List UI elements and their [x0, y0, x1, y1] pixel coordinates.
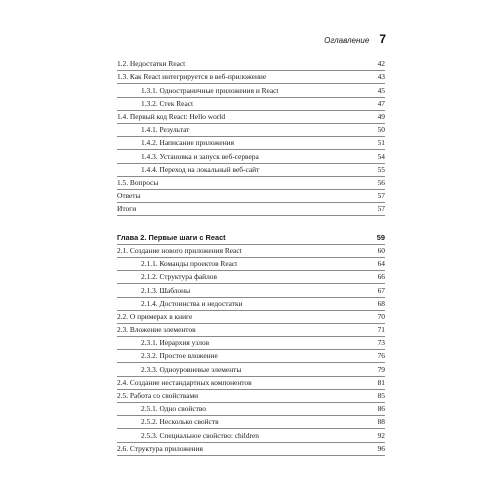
toc-entry-page: 70 — [377, 311, 385, 321]
toc-entry-page: 51 — [377, 138, 385, 148]
toc-entry — [117, 350, 385, 363]
toc-entry-title: 2.1.4. Достоинства и недостатки — [141, 298, 243, 308]
toc-entry-title: 2.6. Структура приложения — [117, 443, 203, 453]
toc-entry-title: 1.4.2. Написание приложения — [141, 138, 234, 148]
toc-entry — [117, 124, 385, 137]
toc-entry-title: 2.3.1. Иерархия узлов — [141, 338, 210, 348]
toc-entry-title: 2.5.3. Специальное свойство: children — [141, 430, 259, 440]
toc-entry-page: 57 — [377, 191, 385, 201]
toc-entry — [117, 311, 385, 324]
toc-entry-page: 79 — [377, 364, 385, 374]
toc-entry-title: 1.3.2. Стек React — [141, 98, 194, 108]
toc-entry-page: 56 — [377, 177, 385, 187]
toc-entry-title: 2.5.2. Несколько свойств — [141, 417, 219, 427]
toc-entry-page: 67 — [377, 285, 385, 295]
toc-entry-title: 1.4. Первый код React: Hello world — [117, 111, 226, 121]
page-number: 7 — [379, 32, 386, 46]
toc-entry — [117, 429, 385, 442]
toc-entry-page: 71 — [377, 325, 385, 335]
toc-entry-page: 49 — [377, 111, 385, 121]
toc-entry — [117, 245, 385, 258]
toc-entry — [117, 71, 385, 84]
toc-entry — [117, 298, 385, 311]
toc-entry — [117, 150, 385, 163]
toc-entry-page: 68 — [377, 298, 385, 308]
toc-entry-page: 42 — [377, 59, 385, 69]
toc-entry — [117, 111, 385, 124]
toc-entry-title: 1.3.1. Одностраничные приложения и React — [141, 85, 279, 95]
toc-entry-title: 2.2. О примерах в книге — [117, 311, 193, 321]
toc-entry — [117, 271, 385, 284]
toc-entry-title: Итоги — [117, 204, 137, 214]
toc-entry-title: 2.4. Создание нестандартных компонентов — [117, 377, 252, 387]
toc-entry-title: 2.1.1. Команды проектов React — [141, 259, 238, 269]
toc-entry-page: 47 — [377, 98, 385, 108]
running-head-title: Оглавление — [324, 36, 370, 45]
toc-entry — [117, 190, 385, 203]
toc-entry-title: 2.1. Создание нового приложения React — [117, 245, 242, 255]
toc-entry — [117, 390, 385, 403]
toc-entry-page: 43 — [377, 72, 385, 82]
toc-chapter-heading — [117, 224, 385, 245]
toc-entry-page: 73 — [377, 338, 385, 348]
toc-entry-title: 1.3. Как React интегрируется в веб-приложение — [117, 72, 267, 82]
toc-entry — [117, 258, 385, 271]
toc-entry — [117, 377, 385, 390]
toc-entry-page: 57 — [377, 204, 385, 214]
toc-entry — [117, 177, 385, 190]
toc-entry-page: 81 — [377, 377, 385, 387]
toc-entry-page: 76 — [377, 351, 385, 361]
toc-entry — [117, 363, 385, 376]
toc-entry-title: 2.3.2. Простое вложение — [141, 351, 218, 361]
toc-entry-title: Ответы — [117, 191, 141, 201]
toc-entry-title: 2.5.1. Одно свойство — [141, 404, 206, 414]
toc-entry-title: 2.3.3. Одноуровневые элементы — [141, 364, 242, 374]
toc-entry — [117, 164, 385, 177]
toc-entry-page: 96 — [377, 443, 385, 453]
toc-entry-title: 2.1.3. Шаблоны — [141, 285, 191, 295]
toc-entry — [117, 337, 385, 350]
toc-entry-page: 85 — [377, 391, 385, 400]
toc-entry-page: 54 — [377, 151, 385, 161]
toc-entry-title: 2.3. Вложение элементов — [117, 325, 196, 335]
toc-entry-title: 2.1.2. Структура файлов — [141, 272, 217, 282]
toc-entry-page: 88 — [377, 417, 385, 427]
toc-chapter-title: Глава 2. Первые шаги с React — [117, 233, 226, 243]
toc-entry — [117, 443, 385, 456]
toc-entry-page: 86 — [377, 404, 385, 414]
toc-entry — [117, 203, 385, 216]
toc-entry — [117, 416, 385, 429]
table-of-contents — [117, 58, 385, 456]
toc-entry-title: 2.5. Работа со свойствами — [117, 391, 199, 400]
toc-entry-title: 1.4.1. Результат — [141, 125, 190, 135]
toc-entry-page: 50 — [377, 125, 385, 135]
toc-entry-page: 92 — [377, 430, 385, 440]
toc-entry-page: 60 — [377, 245, 385, 255]
toc-entry — [117, 403, 385, 416]
toc-entry-page: 45 — [377, 85, 385, 95]
toc-entry — [117, 84, 385, 97]
toc-entry-title: 1.4.3. Установка и запуск веб-сервера — [141, 151, 259, 161]
toc-entry-page: 64 — [377, 259, 385, 269]
toc-entry — [117, 98, 385, 111]
toc-entry — [117, 137, 385, 150]
toc-entry-title: 1.4.4. Переход на локальный веб-сайт — [141, 164, 260, 174]
toc-section-chapter-2 — [117, 245, 385, 456]
toc-chapter-page: 59 — [376, 233, 385, 243]
toc-entry-title: 1.5. Вопросы — [117, 177, 159, 187]
toc-entry — [117, 58, 385, 71]
toc-entry — [117, 324, 385, 337]
running-head — [324, 32, 386, 46]
toc-entry-title: 1.2. Недостатки React — [117, 59, 186, 69]
toc-section-chapter-1 — [117, 58, 385, 216]
toc-entry-page: 55 — [377, 164, 385, 174]
toc-entry-page: 66 — [377, 272, 385, 282]
toc-entry — [117, 284, 385, 297]
